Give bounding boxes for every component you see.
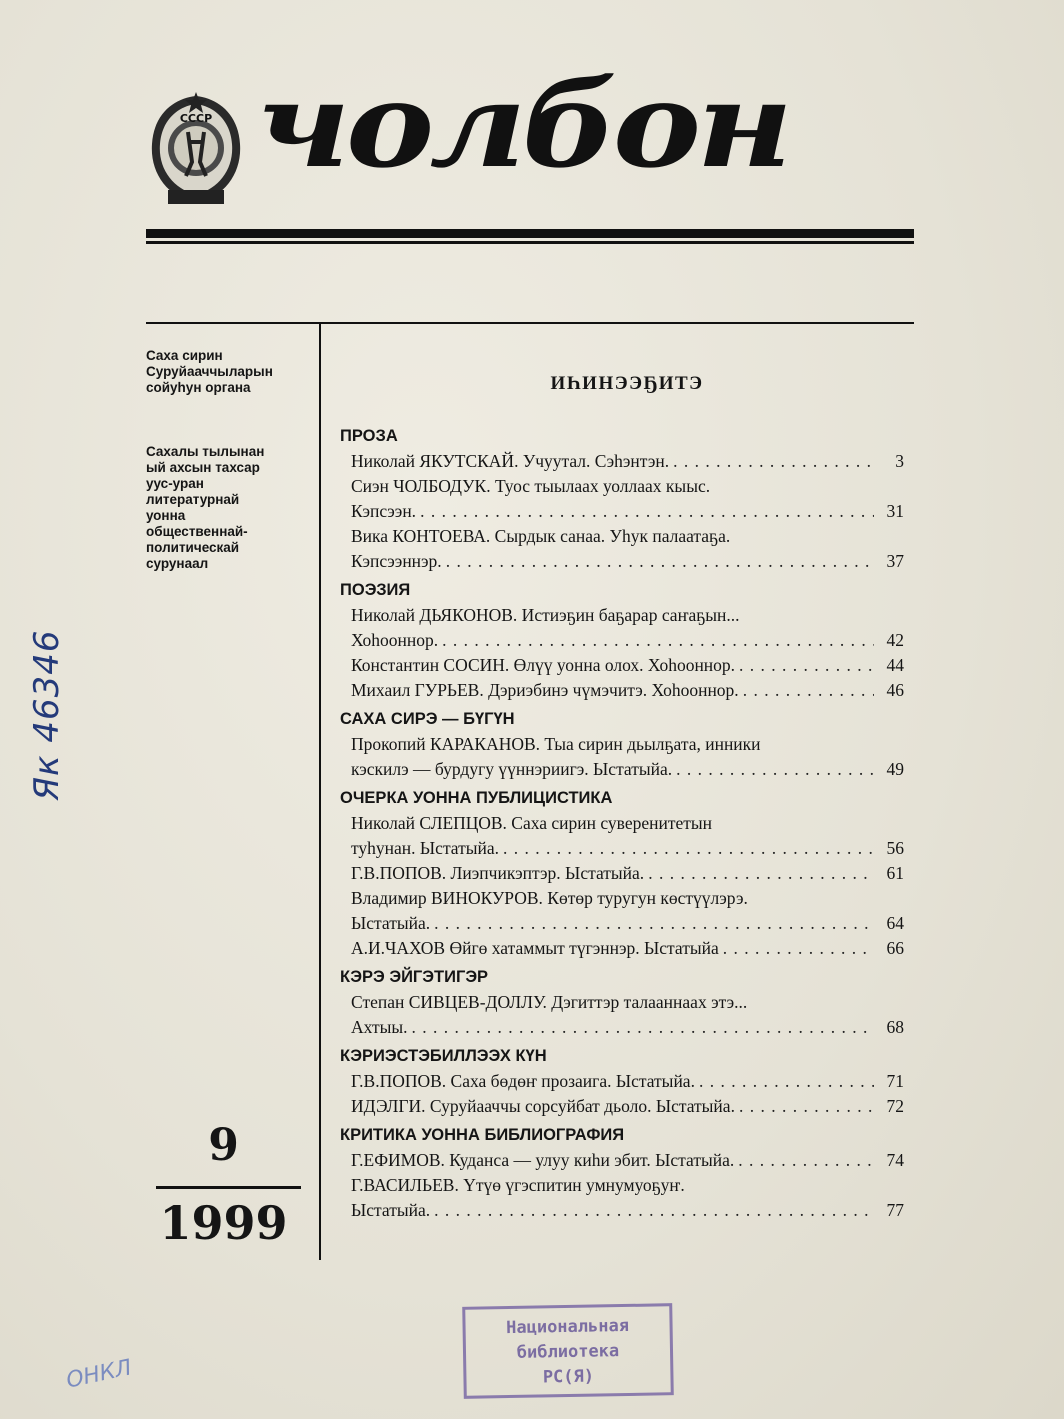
dot-leader: [499, 836, 874, 861]
contents-entry-title: Ыстатыйа.: [351, 913, 431, 933]
description-line: уонна: [146, 508, 186, 523]
contents-section-title: КРИТИКА УОННА БИБЛИОГРАФИЯ: [340, 1126, 625, 1144]
header-rule-thin: [146, 241, 914, 244]
contents-entry: [340, 653, 904, 678]
contents-entry-line: Николай ДЬЯКОНОВ. Истиэҕин баҕарар саҥаҕын...: [351, 605, 740, 625]
contents-entry: [340, 1069, 904, 1094]
contents-entry: [340, 499, 904, 524]
contents-section-title: ПОЭЗИЯ: [340, 581, 411, 599]
publisher-line: сойуһун органа: [146, 380, 251, 395]
contents-entry-title: Кэпсээннэр.: [351, 551, 442, 571]
contents-page-number: 37: [886, 551, 904, 571]
stamp-line: библиотека: [516, 1341, 620, 1363]
contents-section-title: КЭРИЭСТЭБИЛЛЭЭХ КҮН: [340, 1047, 547, 1065]
contents-entry: [340, 1094, 904, 1119]
issue-number: 9: [208, 1120, 239, 1171]
dot-leader: [719, 936, 874, 961]
contents-entry-line: Г.ВАСИЛЬЕВ. Үтүө үгэспитин умнумуоҕуҥ.: [351, 1175, 685, 1195]
contents-entry: [340, 1148, 904, 1173]
contents-entry: [340, 757, 904, 782]
publisher-line: Саха сирин: [146, 348, 223, 363]
contents-page-number: 56: [886, 838, 904, 858]
contents-page-number: 46: [886, 680, 904, 700]
contents-entry-title: А.И.ЧАХОВ Өйгө хатаммыт түгэннэр. Ыстатыйа: [351, 938, 719, 958]
dot-leader: [416, 499, 874, 524]
contents-entry: [340, 678, 904, 703]
contents-page-number: 42: [886, 630, 904, 650]
contents-entry-title: туһунан. Ыстатыйа.: [351, 838, 500, 858]
contents-page-number: 3: [895, 451, 904, 471]
library-stamp: [462, 1303, 674, 1399]
contents-section-title: ПРОЗА: [340, 427, 398, 445]
description-line: ый ахсын тахсар: [146, 460, 260, 475]
dot-leader: [442, 549, 874, 574]
dot-leader: [430, 1198, 874, 1223]
contents-entry-title: Николай ЯКУТСКАЙ. Учуутал. Сэһэнтэн.: [351, 451, 670, 471]
contents-entry-title: Хоһооннор.: [351, 630, 439, 650]
issue-year: 1999: [159, 1196, 288, 1250]
contents-entry-line: Николай СЛЕПЦОВ. Саха сирин суверенитетын: [351, 813, 713, 833]
contents-section-title: КЭРЭ ЭЙГЭТИГЭР: [340, 968, 489, 986]
contents-page-number: 71: [886, 1071, 904, 1091]
contents-entry: [340, 1015, 904, 1040]
dot-leader: [408, 1015, 875, 1040]
contents-entry-title: Кэпсээн.: [351, 501, 417, 521]
dot-leader: [735, 653, 874, 678]
stamp-line: Национальная: [505, 1315, 630, 1339]
publisher-line: Суруйааччыларын: [146, 364, 273, 379]
contents-entry-title: кэскилэ — бурдугу үүннэриигэ. Ыстатыйа.: [351, 759, 673, 779]
dot-leader: [739, 678, 874, 703]
stamp-line: РС(Я): [542, 1366, 595, 1388]
contents-page-number: 64: [886, 913, 904, 933]
contents-entry-title: Г.В.ПОПОВ. Лиэпчикэптэр. Ыстатыйа.: [351, 863, 645, 883]
contents-entry-title: Г.В.ПОПОВ. Саха бөдөҥ прозаига. Ыстатыйа.: [351, 1071, 695, 1091]
section-divider: [146, 322, 914, 324]
contents-entry: [340, 911, 904, 936]
table-of-contents: [340, 424, 904, 1223]
contents-entry: [340, 549, 904, 574]
magazine-logo: чолбон: [256, 55, 789, 194]
contents-entry-line: Сиэн ЧОЛБОДУК. Туос тыылаах уоллаах кыыс.: [351, 476, 711, 496]
contents-entry-title: Михаил ГУРЬЕВ. Дэриэбинэ чүмэчитэ. Хоһооннор.: [351, 680, 739, 700]
contents-entry-line: Владимир ВИНОКУРОВ. Көтөр туругун көстүүлэрэ.: [351, 888, 748, 908]
contents-entry-line: Степан СИВЦЕВ-ДОЛЛУ. Дэгиттэр талааннаах этэ...: [351, 992, 748, 1012]
dot-leader: [695, 1069, 874, 1094]
contents-entry-title: Константин СОСИН. Өлүү уонна олох. Хоһооннор.: [351, 655, 736, 675]
contents-page-number: 74: [886, 1150, 904, 1170]
contents-section-title: ОЧЕРКА УОННА ПУБЛИЦИСТИКА: [340, 789, 613, 807]
description-line: общественнай-: [146, 524, 248, 539]
contents-entry: [340, 1198, 904, 1223]
dot-leader: [672, 757, 874, 782]
contents-entry-line: Прокопий КАРАКАНОВ. Тыа сирин дьылҕата, инники: [351, 734, 761, 754]
handwritten-code: [22, 600, 72, 830]
column-divider: [319, 322, 321, 1260]
contents-section-title: САХА СИРЭ — БҮГҮН: [340, 710, 515, 728]
dot-leader: [669, 449, 874, 474]
dot-leader: [734, 1148, 874, 1173]
contents-page-number: 44: [886, 655, 904, 675]
description-line: уус-уран: [146, 476, 204, 491]
description-line: Сахалы тылынан: [146, 444, 265, 459]
description-line: сурунаал: [146, 556, 209, 571]
contents-entry-line: Вика КОНТОЕВА. Сырдык санаа. Уһук палаатаҕа.: [351, 526, 731, 546]
contents-page-number: 31: [886, 501, 904, 521]
magazine-description: [146, 444, 311, 572]
publisher-note: [146, 348, 311, 396]
contents-entry: [340, 936, 904, 961]
contents-title: ИҺИНЭЭҔИТЭ: [550, 373, 704, 394]
contents-entry-title: ИДЭЛГИ. Суруйааччы сорсуйбат дьоло. Ыстатыйа.: [351, 1096, 735, 1116]
contents-entry: [340, 449, 904, 474]
dot-leader: [438, 628, 874, 653]
contents-page-number: 68: [886, 1017, 904, 1037]
contents-page-number: 61: [886, 863, 904, 883]
contents-entry-title: Г.ЕФИМОВ. Куданса — улуу киһи эбит. Ыстатыйа.: [351, 1150, 735, 1170]
contents-entry: [340, 628, 904, 653]
contents-page-number: 72: [886, 1096, 904, 1116]
handwritten-code-text: Як 46346: [27, 629, 67, 801]
dot-leader: [735, 1094, 874, 1119]
dot-leader: [430, 911, 874, 936]
contents-page-number: 66: [886, 938, 904, 958]
contents-entry-title: Ахтыы.: [351, 1017, 408, 1037]
contents-entry: [340, 861, 904, 886]
dot-leader: [644, 861, 874, 886]
description-line: литературнай: [146, 492, 240, 507]
description-line: политическай: [146, 540, 240, 555]
contents-page-number: 77: [886, 1200, 904, 1220]
emblem-text: СССР: [179, 112, 213, 125]
contents-entry: [340, 836, 904, 861]
issue-divider: [156, 1186, 301, 1189]
contents-entry-title: Ыстатыйа.: [351, 1200, 431, 1220]
contents-page-number: 49: [886, 759, 904, 779]
handwritten-mark: ОНКЛ: [64, 1355, 134, 1394]
cccp-badge-emblem-icon: [146, 92, 246, 214]
header-rule: [146, 229, 914, 238]
